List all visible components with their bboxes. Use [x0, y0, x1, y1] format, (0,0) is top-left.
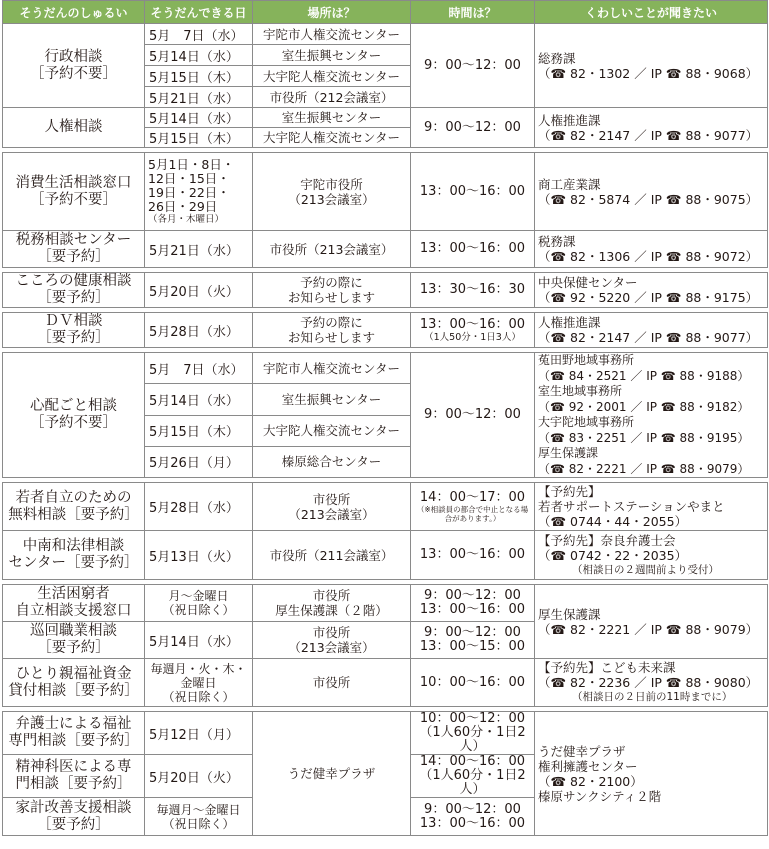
time-cell: 10：00～12：00 （1人60分・1日2人） [411, 712, 535, 755]
place-cell: 市役所 厚生保護課（２階） [253, 585, 411, 622]
category-gyosei: 行政相談 ［予約不要］ [3, 24, 145, 108]
date-cell: 5月15日（木） [145, 128, 253, 148]
date-cell: 5月14日（水） [145, 108, 253, 128]
place-cell: 市役所（211会議室） [253, 531, 411, 580]
time-cell: 9：00～12：00 [411, 24, 535, 108]
contact-cell: 中央保健センター （☎ 92・5220 ／ IP ☎ 88・9175） [535, 273, 768, 308]
place-cell: 予約の際に お知らせします [253, 313, 411, 348]
date-cell: 5月15日（木） [145, 415, 253, 446]
date-cell: 5月14日（水） [145, 45, 253, 66]
category-zeimu: 税務相談センター ［要予約］ [3, 231, 145, 268]
date-cell: 毎週月～金曜日 （祝日除く） [145, 798, 253, 836]
contact-cell: 【予約先】奈良弁護士会 （☎ 0742・22・2035） （相談日の２週間前より受付） [535, 531, 768, 580]
place-cell: 宇陀市役所 （213会議室） [253, 153, 411, 231]
time-cell: 9：00～12：00 13：00～15：00 [411, 622, 535, 659]
contact-cell: 人権推進課 （☎ 82・2147 ／ IP ☎ 88・9077） [535, 313, 768, 348]
date-cell: 5月12日（月） [145, 712, 253, 755]
table-row [3, 353, 768, 384]
time-cell: 13：30～16：30 [411, 273, 535, 308]
schedule-table [2, 0, 768, 836]
category-hitorioya: ひとり親福祉資金 貸付相談［要予約］ [3, 659, 145, 707]
time-cell: 13：00～16：00 [411, 231, 535, 268]
place-cell: 市役所 （213会議室） [253, 483, 411, 531]
place-cell: 宇陀市人権交流センター [253, 353, 411, 384]
time-cell: 13：00～16：00 （1人50分・1日3人） [411, 313, 535, 348]
category-chunan: 中南和法律相談 センター［要予約］ [3, 531, 145, 580]
date-cell: 5月21日（水） [145, 87, 253, 108]
place-cell: 市役所 [253, 659, 411, 707]
time-cell: 9：00～12：00 13：00～16：00 [411, 585, 535, 622]
place-cell: 市役所 （213会議室） [253, 622, 411, 659]
header-contact: くわしいことが聞きたい [535, 1, 768, 24]
time-cell: 9：00～12：00 13：00～16：00 [411, 798, 535, 836]
date-cell: 5月20日（火） [145, 273, 253, 308]
contact-cell: 商工産業課 （☎ 82・5874 ／ IP ☎ 88・9075） [535, 153, 768, 231]
time-cell: 9：00～12：00 [411, 353, 535, 478]
place-cell: 大宇陀人権交流センター [253, 415, 411, 446]
table-row [3, 712, 768, 755]
date-cell: 5月20日（火） [145, 755, 253, 798]
contact-cell: 総務課 （☎ 82・1302 ／ IP ☎ 88・9068） [535, 24, 768, 108]
table-row [3, 108, 768, 128]
category-shinpai: 心配ごと相談 ［予約不要］ [3, 353, 145, 478]
place-cell: 室生振興センター [253, 45, 411, 66]
category-kakei: 家計改善支援相談 ［要予約］ [3, 798, 145, 836]
header-date: そうだんできる日 [145, 1, 253, 24]
date-cell: 5月13日（火） [145, 531, 253, 580]
table-row [3, 531, 768, 580]
table-row [3, 231, 768, 268]
place-cell: 市役所（213会議室） [253, 231, 411, 268]
contact-cell: 税務課 （☎ 82・1306 ／ IP ☎ 88・9072） [535, 231, 768, 268]
category-shohi: 消費生活相談窓口 ［予約不要］ [3, 153, 145, 231]
time-cell: 10：00～16：00 [411, 659, 535, 707]
date-cell: 5月1日・8日・ 12日・15日・ 19日・22日・ 26日・29日 （各月・木曜日） [145, 153, 253, 231]
contact-cell: 【予約先】こども未来課 （☎ 82・2236 ／ IP ☎ 88・9080） （相談日の２日前の11時までに） [535, 659, 768, 707]
contact-cell: 【予約先】 若者サポートステーションやまと （☎ 0744・44・2055） [535, 483, 768, 531]
place-cell: 市役所（212会議室） [253, 87, 411, 108]
table-row [3, 273, 768, 308]
date-cell: 5月26日（月） [145, 446, 253, 477]
place-cell: 宇陀市人権交流センター [253, 24, 411, 45]
date-cell: 毎週月・火・木・ 金曜日 （祝日除く） [145, 659, 253, 707]
table-row [3, 585, 768, 622]
time-cell: 14：00～17：00 （※相談員の都合で中止となる場合があります。） [411, 483, 535, 531]
table-row [3, 483, 768, 531]
table-row [3, 153, 768, 231]
place-cell: 室生振興センター [253, 108, 411, 128]
category-wakamono: 若者自立のための 無料相談［要予約］ [3, 483, 145, 531]
category-kokoro: こころの健康相談 ［要予約］ [3, 273, 145, 308]
time-cell: 9：00～12：00 [411, 108, 535, 148]
place-cell: 榛原総合センター [253, 446, 411, 477]
date-cell: 5月 7日（水） [145, 353, 253, 384]
category-seishin: 精神科医による専 門相談［要予約］ [3, 755, 145, 798]
table-row [3, 659, 768, 707]
category-junkai: 巡回職業相談 ［要予約］ [3, 622, 145, 659]
category-bengoshi: 弁護士による福祉 専門相談［要予約］ [3, 712, 145, 755]
time-cell: 13：00～16：00 [411, 153, 535, 231]
date-cell: 5月14日（水） [145, 622, 253, 659]
place-cell: 室生振興センター [253, 384, 411, 415]
category-dv: ＤＶ相談 ［要予約］ [3, 313, 145, 348]
contact-cell: うだ健幸プラザ 権利擁護センター （☎ 82・2100） 榛原サンクシティ２階 [535, 712, 768, 836]
contact-cell: 人権推進課 （☎ 82・2147 ／ IP ☎ 88・9077） [535, 108, 768, 148]
header-place: 場所は？ [253, 1, 411, 24]
date-cell: 5月28日（水） [145, 313, 253, 348]
contact-cell: 厚生保護課 （☎ 82・2221 ／ IP ☎ 88・9079） [535, 585, 768, 659]
time-cell: 13：00～16：00 [411, 531, 535, 580]
header-row [3, 1, 768, 24]
category-jinken: 人権相談 [3, 108, 145, 148]
header-time: 時間は？ [411, 1, 535, 24]
date-cell: 5月 7日（水） [145, 24, 253, 45]
place-cell: 大宇陀人権交流センター [253, 66, 411, 87]
header-category: そうだんのしゅるい [3, 1, 145, 24]
date-cell: 5月28日（水） [145, 483, 253, 531]
date-cell: 月～金曜日 （祝日除く） [145, 585, 253, 622]
date-cell: 5月21日（水） [145, 231, 253, 268]
table-row [3, 24, 768, 45]
place-cell: うだ健幸プラザ [253, 712, 411, 836]
category-seikatsu: 生活困窮者 自立相談支援窓口 [3, 585, 145, 622]
time-cell: 14：00～16：00 （1人60分・1日2人） [411, 755, 535, 798]
place-cell: 大宇陀人権交流センター [253, 128, 411, 148]
contact-cell: 菟田野地域事務所 （☎ 84・2521 ／ IP ☎ 88・9188） 室生地域事務所 （☎ 92・2001 ／ IP ☎ 88・9182） 大宇陀地域事務所 （☎ 83・2251 ／ IP ☎ 88・9195） 厚生保護課 （☎ 82・2221 ／ IP ☎ 88・9079） [535, 353, 768, 478]
table-row [3, 313, 768, 348]
date-cell: 5月15日（木） [145, 66, 253, 87]
place-cell: 予約の際に お知らせします [253, 273, 411, 308]
date-cell: 5月14日（水） [145, 384, 253, 415]
